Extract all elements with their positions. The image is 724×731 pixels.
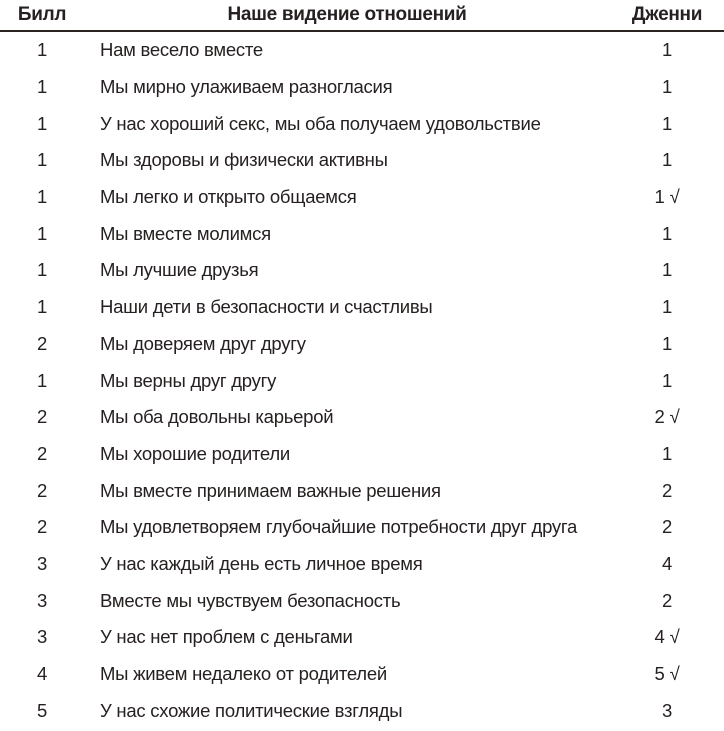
- bill-score: 3: [36, 626, 48, 648]
- jenny-score-value: 2: [661, 516, 673, 538]
- statement-text: Наши дети в безопасности и счастливы: [100, 296, 433, 318]
- statement-text: Мы здоровы и физически активны: [100, 149, 388, 171]
- jenny-score: [610, 370, 724, 392]
- statement-text: Мы лучшие друзья: [100, 259, 259, 281]
- table-header-row: [0, 0, 724, 32]
- bill-score: 1: [36, 222, 48, 244]
- statement-text: Мы хорошие родители: [100, 442, 290, 464]
- jenny-score: [610, 296, 724, 318]
- bill-score: 1: [36, 186, 48, 208]
- table-row: [0, 656, 724, 693]
- jenny-score: [610, 223, 724, 245]
- table-row: [0, 142, 724, 179]
- jenny-score: [610, 186, 724, 208]
- statement-text: Мы вместе принимаем важные решения: [100, 479, 441, 501]
- bill-score: 5: [36, 699, 48, 721]
- table-row: [0, 326, 724, 363]
- jenny-score-value: 2: [661, 479, 673, 501]
- bill-score: 1: [36, 149, 48, 171]
- table-body: [0, 32, 724, 729]
- jenny-score: [610, 113, 724, 135]
- bill-score: 1: [36, 39, 48, 61]
- statement-text: Мы верны друг другу: [100, 369, 277, 391]
- check-mark: √: [669, 406, 680, 428]
- jenny-score-value: 1: [661, 369, 673, 391]
- bill-score: 2: [36, 479, 48, 501]
- jenny-score-value: 2: [654, 406, 665, 428]
- table-row: [0, 619, 724, 656]
- column-header-jenny: Дженни: [631, 4, 703, 25]
- bill-score: 2: [36, 516, 48, 538]
- table-row: [0, 692, 724, 729]
- statement-text: У нас хороший секс, мы оба получаем удовольствие: [100, 112, 541, 134]
- jenny-score: [610, 700, 724, 722]
- statement-text: Мы вместе молимся: [100, 222, 271, 244]
- table-row: [0, 252, 724, 289]
- table-row: [0, 32, 724, 69]
- jenny-score: [610, 663, 724, 685]
- jenny-score-value: 1: [661, 222, 673, 244]
- bill-score: 1: [36, 296, 48, 318]
- bill-score: 3: [36, 552, 48, 574]
- table-row: [0, 546, 724, 583]
- jenny-score: [610, 406, 724, 428]
- jenny-score-value: 1: [661, 112, 673, 134]
- jenny-score: [610, 76, 724, 98]
- bill-score: 1: [36, 259, 48, 281]
- bill-score: 2: [36, 406, 48, 428]
- jenny-score-value: 1: [661, 39, 673, 61]
- table-row: [0, 215, 724, 252]
- jenny-score: [610, 39, 724, 61]
- statement-text: Мы легко и открыто общаемся: [100, 186, 357, 208]
- bill-score: 2: [36, 332, 48, 354]
- jenny-score-value: 1: [661, 332, 673, 354]
- jenny-score: [610, 480, 724, 502]
- jenny-score-value: 5: [654, 663, 665, 685]
- statement-text: Мы мирно улаживаем разногласия: [100, 76, 393, 98]
- table-row: [0, 362, 724, 399]
- statement-text: У нас нет проблем с деньгами: [100, 626, 353, 648]
- statement-text: У нас схожие политические взгляды: [100, 699, 403, 721]
- jenny-score: [610, 259, 724, 281]
- table-row: [0, 436, 724, 473]
- jenny-score-value: 1: [661, 76, 673, 98]
- jenny-score-value: 2: [661, 589, 673, 611]
- jenny-score-value: 1: [654, 186, 665, 208]
- jenny-score: [610, 516, 724, 538]
- table-row: [0, 179, 724, 216]
- statement-text: Мы удовлетворяем глубочайшие потребности друг друга: [100, 516, 578, 538]
- jenny-score: [610, 149, 724, 171]
- check-mark: √: [669, 663, 680, 685]
- statement-text: Мы оба довольны карьерой: [100, 406, 334, 428]
- jenny-score-value: 4: [661, 552, 673, 574]
- table-row: [0, 69, 724, 106]
- bill-score: 3: [36, 589, 48, 611]
- bill-score: 4: [36, 663, 48, 685]
- column-header-statement: Наше видение отношений: [227, 4, 467, 25]
- bill-score: 1: [36, 369, 48, 391]
- jenny-score: [610, 443, 724, 465]
- jenny-score: [610, 626, 724, 648]
- statement-text: У нас каждый день есть личное время: [100, 552, 423, 574]
- jenny-score: [610, 333, 724, 355]
- table-row: [0, 472, 724, 509]
- bill-score: 2: [36, 442, 48, 464]
- table-row: [0, 509, 724, 546]
- statement-text: Вместе мы чувствуем безопасность: [100, 589, 401, 611]
- check-mark: √: [669, 186, 680, 208]
- table-row: [0, 289, 724, 326]
- bill-score: 1: [36, 112, 48, 134]
- jenny-score-value: 1: [661, 296, 673, 318]
- jenny-score-value: 1: [661, 149, 673, 171]
- jenny-score-value: 1: [661, 442, 673, 464]
- table-row: [0, 582, 724, 619]
- statement-text: Нам весело вместе: [100, 39, 263, 61]
- jenny-score-value: 4: [654, 626, 665, 648]
- statement-text: Мы живем недалеко от родителей: [100, 663, 387, 685]
- jenny-score-value: 1: [661, 259, 673, 281]
- bill-score: 1: [36, 76, 48, 98]
- table-row: [0, 399, 724, 436]
- jenny-score: [610, 590, 724, 612]
- column-header-bill: Билл: [17, 4, 67, 25]
- jenny-score-value: 3: [661, 699, 673, 721]
- jenny-score: [610, 553, 724, 575]
- table-row: [0, 105, 724, 142]
- statement-text: Мы доверяем друг другу: [100, 332, 306, 354]
- check-mark: √: [669, 626, 680, 648]
